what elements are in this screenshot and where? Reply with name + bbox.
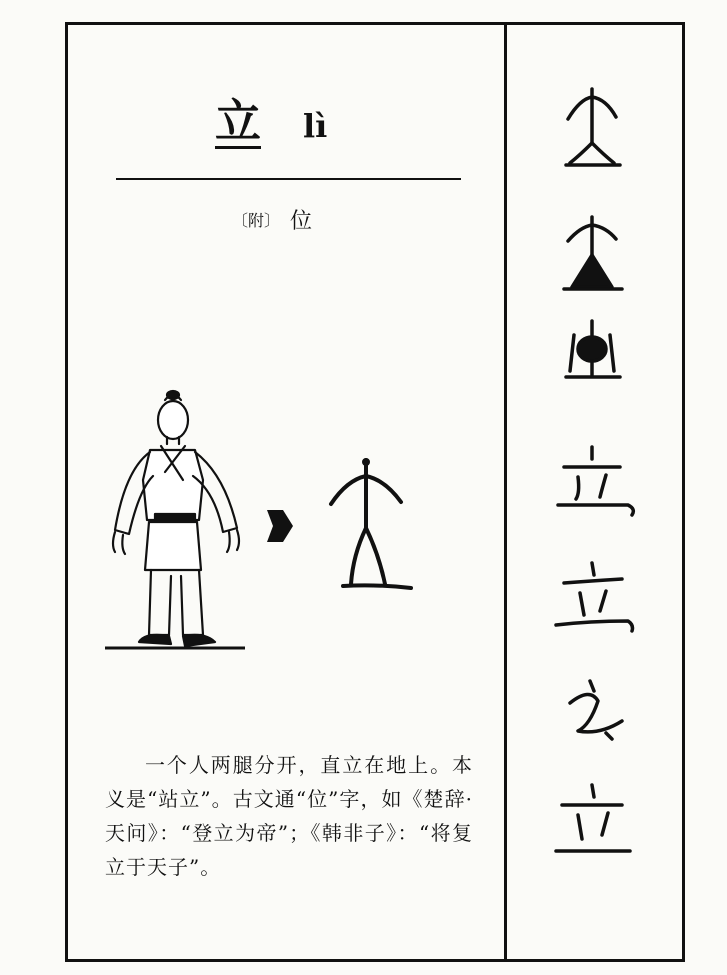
description-text: 一个人两腿分开，直立在地上。本义是“站立”。古文通“位”字，如《楚辞·天问》：“登立为帝”；《韩非子》：“将复立于天子”。 (105, 753, 473, 879)
oracle-glyph-1 (566, 89, 620, 165)
cursive-glyph (570, 681, 622, 739)
appendix (232, 204, 312, 235)
entry-heading (215, 94, 328, 149)
entry-character: 立 (215, 94, 261, 148)
arrow-right-icon (267, 510, 293, 542)
illustration (95, 380, 425, 680)
column-divider (504, 22, 507, 962)
clerical-glyph (556, 563, 633, 631)
regular-glyph (556, 785, 630, 851)
oracle-glyph-2 (564, 217, 622, 289)
bronze-glyph (566, 321, 620, 377)
title-rule (116, 178, 461, 180)
appendix-character: 位 (290, 209, 313, 234)
entry-pinyin: lì (303, 107, 328, 145)
appendix-tag: 〔附〕 (232, 211, 281, 230)
seal-glyph (558, 447, 633, 515)
script-forms-column (540, 75, 650, 895)
oracle-bone-li-glyph (331, 460, 411, 588)
description (105, 748, 473, 884)
standing-man-illustration (95, 380, 425, 680)
standing-man-figure (113, 391, 239, 646)
script-forms (540, 75, 650, 895)
